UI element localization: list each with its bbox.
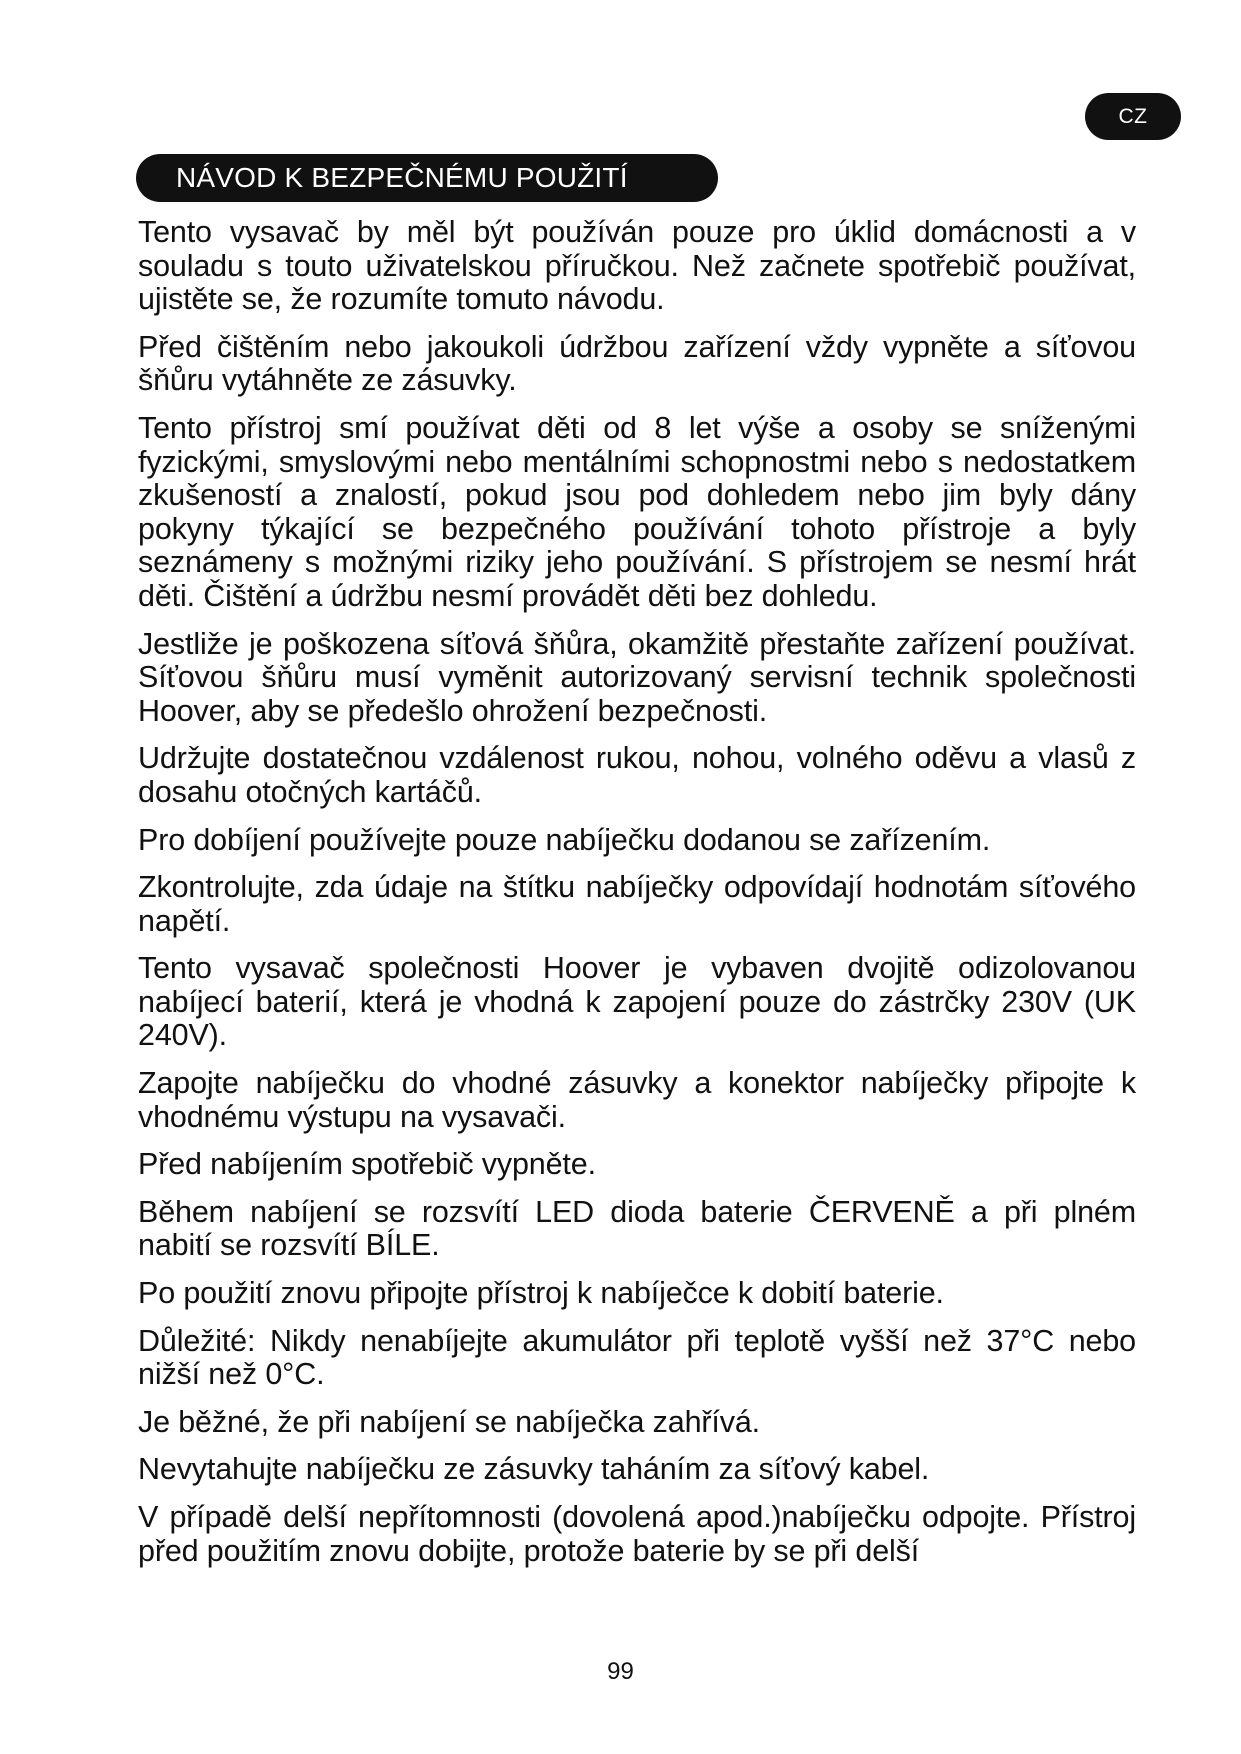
paragraph-children-supervision: Tento přístroj smí používat děti od 8 let výše a osoby se sníženými fyzickými, smyslovými nebo mentálními schopnostmi nebo s nedostatkem zkušeností a znalostí, pokud jsou pod dohledem nebo jim byly dány pokyny týkající se bezpečného používání tohoto přístroje a byly seznámeny s možnými riziky jeho používání. S přístrojem se nesmí hrát děti. Čištění a údržbu nesmí provádět děti bez dohledu. [138,410,1136,613]
paragraph-check-voltage: Zkontrolujte, zda údaje na štítku nabíječky odpovídají hodnotám síťového napětí. [138,870,1136,938]
paragraph-switch-off: Před nabíjením spotřebič vypněte. [138,1147,596,1182]
paragraph-do-not-pull-cable: Nevytahujte nabíječku ze zásuvky taháním za síťový kabel. [138,1452,930,1487]
safety-instructions-body [138,216,1136,1582]
paragraph-supplied-charger: Pro dobíjení používejte pouze nabíječku dodanou se zařízením. [138,822,991,857]
paragraph-rotating-brushes: Udržujte dostatečnou vzdálenost rukou, nohou, volného oděvu a vlasů z dosahu otočných kartáčů. [138,741,1136,809]
paragraph-charger-warm: Je běžné, že při nabíjení se nabíječka zahřívá. [138,1404,760,1439]
paragraph-led-indicator: Během nabíjení se rozsvítí LED dioda baterie ČERVENĚ a při plném nabití se rozsvítí BÍLE. [138,1194,1136,1263]
paragraph-recharge-after-use: Po použití znovu připojte přístroj k nabíječce k dobití baterie. [138,1276,944,1311]
language-badge: CZ [1085,93,1181,140]
page-number: 99 [607,1658,634,1685]
paragraph-damaged-cord: Jestliže je poškozena síťová šňůra, okamžitě přestaňte zařízení používat. Síťovou šňůru musí vyměnit autorizovaný servisní technik společnosti Hoover, aby se předešlo ohrožení bezpečnosti. [138,626,1136,728]
paragraph-intended-use: Tento vysavač by měl být používán pouze pro úklid domácnosti a v souladu s touto uživatelskou příručkou. Než začnete spotřebič používat, ujistěte se, že rozumíte tomuto návodu. [138,215,1136,317]
paragraph-long-absence: V případě delší nepřítomnosti (dovolená apod.)nabíječku odpojte. Přístroj před použitím znovu dobijte, protože baterie by se při delší [138,1500,1136,1568]
paragraph-connect-charger: Zapojte nabíječku do vhodné zásuvky a konektor nabíječky připojte k vhodnému výstupu na vysavači. [138,1066,1136,1134]
paragraph-double-insulated: Tento vysavač společnosti Hoover je vybaven dvojitě odizolovanou nabíjecí baterií, která je vhodná k zapojení pouze do zástrčky 230V (UK 240V). [138,951,1136,1053]
paragraph-unplug-before-cleaning: Před čištěním nebo jakoukoli údržbou zařízení vždy vypněte a síťovou šňůru vytáhněte ze zásuvky. [138,329,1136,398]
section-title: NÁVOD K BEZPEČNÉMU POUŽITÍ [136,154,718,202]
paragraph-temperature-warning: Důležité: Nikdy nenabíjejte akumulátor při teplotě vyšší než 37°C nebo nižší než 0°C. [138,1323,1136,1392]
